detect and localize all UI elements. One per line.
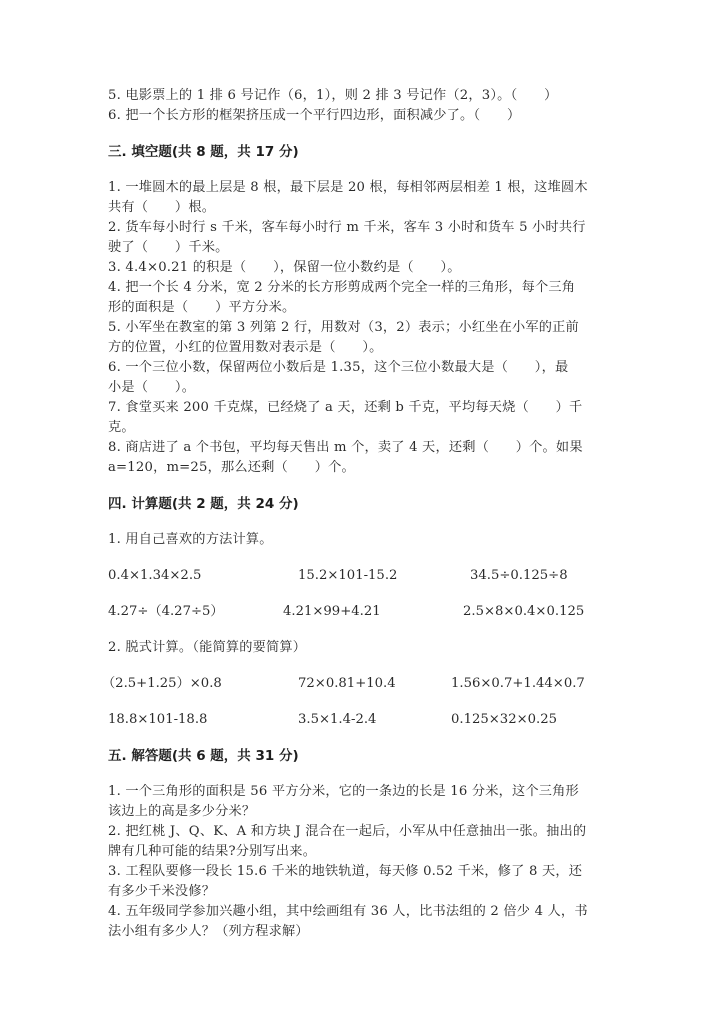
judgement-item-5: 5. 电影票上的 1 排 6 号记作（6，1），则 2 排 3 号记作（2，3）。（ ）: [108, 88, 558, 103]
calc-q1-row-1: [108, 566, 618, 586]
calc-expression: 34.5÷0.125÷8: [470, 568, 568, 583]
exam-page: [102, 86, 618, 942]
fill-blank-line: 驶了（ ）千米。: [108, 240, 229, 255]
calc-expression: 4.27÷（4.27÷5）: [108, 604, 224, 619]
fill-blank-line: 3. 4.4×0.21 的积是（ ），保留一位小数约是（ ）。: [108, 260, 461, 275]
calc-expression: 1.56×0.7+1.44×0.7: [451, 676, 585, 691]
calc-q2-label: 2. 脱式计算。（能简算的要简算）: [108, 640, 307, 655]
fill-blank-line: 克。: [108, 420, 135, 435]
fill-blank-line: 6. 一个三位小数，保留两位小数后是 1.35，这个三位小数最大是（ ），最: [108, 360, 569, 375]
calc-expression: 0.4×1.34×2.5: [108, 568, 202, 583]
word-problem-line: 法小组有多少人？（列方程求解）: [108, 924, 309, 939]
calc-expression: （2.5+1.25）×0.8: [102, 676, 222, 691]
fill-blank-line: 1. 一堆圆木的最上层是 8 根，最下层是 20 根，每相邻两层相差 1 根，这堆圆木: [108, 180, 588, 195]
fill-blank-line: a=120，m=25，那么还剩（ ）个。: [108, 460, 355, 475]
calc-expression: 4.21×99+4.21: [283, 604, 381, 619]
calc-expression: 0.125×32×0.25: [451, 712, 557, 727]
word-problem-line: 牌有几种可能的结果?分别写出来。: [108, 844, 317, 859]
section-title-fill-blank: 三. 填空题(共 8 题，共 17 分): [108, 144, 299, 160]
calc-q2-row-2: [108, 710, 618, 730]
section-title-word-problems: 五. 解答题(共 6 题，共 31 分): [108, 748, 299, 764]
fill-blank-line: 共有（ ）根。: [108, 200, 216, 215]
word-problems: [108, 782, 618, 942]
word-problem-line: 该边上的高是多少分米？: [108, 804, 256, 819]
fill-blank-line: 4. 把一个长 4 分米，宽 2 分米的长方形剪成两个完全一样的三角形，每个三角: [108, 280, 576, 295]
fill-blank-questions: [108, 178, 618, 478]
calc-expression: 2.5×8×0.4×0.125: [463, 604, 585, 619]
word-problem-line: 有多少千米没修？: [108, 884, 216, 899]
calc-expression: 15.2×101-15.2: [298, 568, 398, 583]
word-problem-line: 4. 五年级同学参加兴趣小组，其中绘画组有 36 人，比书法组的 2 倍少 4 人，书: [108, 904, 588, 919]
fill-blank-line: 小是（ ）。: [108, 380, 196, 395]
fill-blank-line: 方的位置，小红的位置用数对表示是（ ）。: [108, 340, 383, 355]
judgement-item-6: 6. 把一个长方形的框架挤压成一个平行四边形，面积减少了。（ ）: [108, 108, 521, 123]
fill-blank-line: 2. 货车每小时行 s 千米，客车每小时行 m 千米，客车 3 小时和货车 5 小时共行: [108, 220, 586, 235]
calc-expression: 72×0.81+10.4: [298, 676, 396, 691]
word-problem-line: 2. 把红桃 J、Q、K、A 和方块 J 混合在一起后，小军从中任意抽出一张。抽出的: [108, 824, 587, 839]
word-problem-line: 1. 一个三角形的面积是 56 平方分米，它的一条边的长是 16 分米，这个三角形: [108, 784, 579, 799]
fill-blank-line: 8. 商店进了 a 个书包，平均每天售出 m 个，卖了 4 天，还剩（ ）个。如果: [108, 440, 583, 455]
calc-expression: 18.8×101-18.8: [108, 712, 208, 727]
fill-blank-line: 形的面积是（ ）平方分米。: [108, 300, 296, 315]
calc-q2-row-1: [102, 674, 618, 694]
fill-blank-line: 5. 小军坐在教室的第 3 列第 2 行，用数对（3，2）表示；小红坐在小军的正前: [108, 320, 579, 335]
calc-q1-label: 1. 用自己喜欢的方法计算。: [108, 532, 273, 547]
word-problem-line: 3. 工程队要修一段长 15.6 千米的地铁轨道，每天修 0.52 千米，修了 8 天，还: [108, 864, 583, 879]
calc-q1-row-2: [108, 602, 618, 622]
section-title-calculation: 四. 计算题(共 2 题，共 24 分): [108, 496, 299, 512]
fill-blank-line: 7. 食堂买来 200 千克煤，已经烧了 a 天，还剩 b 千克，平均每天烧（ ）千: [108, 400, 583, 415]
calc-expression: 3.5×1.4-2.4: [298, 712, 377, 727]
